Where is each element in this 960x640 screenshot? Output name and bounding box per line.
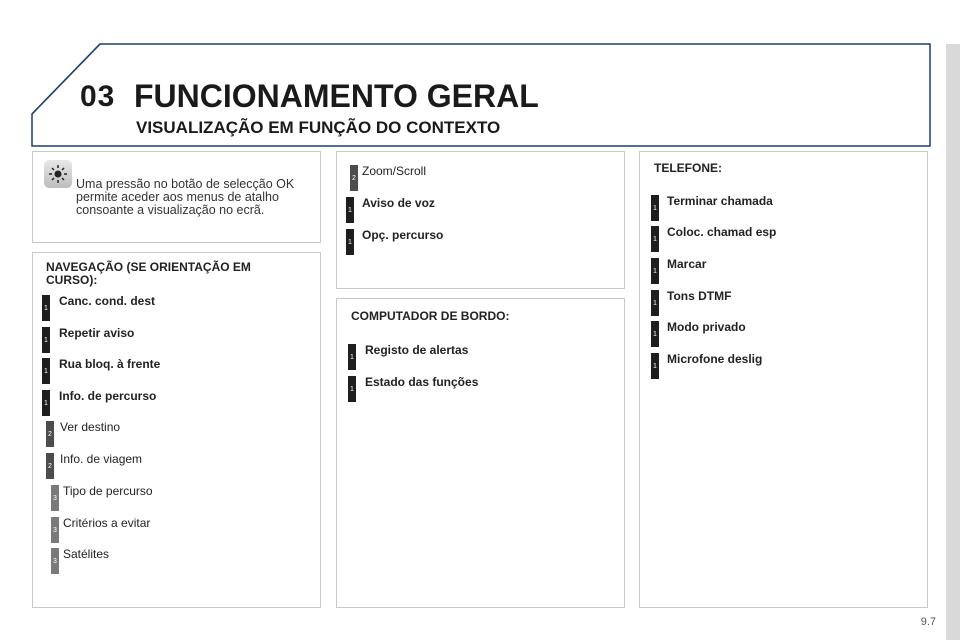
tip-text: Uma pressão no botão de selecção OK permite aceder aos menus de atalho consoante a visualização no ecrã. xyxy=(76,177,295,217)
navigation-item: Repetir aviso xyxy=(59,326,135,340)
menu-level-badge: 2 xyxy=(46,453,54,479)
navigation-item: Info. de percurso xyxy=(59,389,157,403)
menu-level-badge: 1 xyxy=(651,195,659,221)
page-edge-strip xyxy=(946,44,960,640)
menu-level-badge: 3 xyxy=(51,517,59,543)
telephone-title: TELEFONE: xyxy=(654,161,722,175)
menu-level-badge: 1 xyxy=(651,226,659,252)
menu-level-badge: 1 xyxy=(651,290,659,316)
menu-level-badge: 1 xyxy=(346,229,354,255)
menu-level-badge: 1 xyxy=(348,344,356,370)
chapter-title: FUNCIONAMENTO GERAL xyxy=(134,78,539,114)
trip-computer-title: COMPUTADOR DE BORDO: xyxy=(351,309,510,323)
menu-level-badge: 1 xyxy=(42,327,50,353)
menu-level-badge: 2 xyxy=(350,165,358,191)
menu-level-badge: 1 xyxy=(348,376,356,402)
telephone-panel xyxy=(639,151,928,608)
telephone-item: Terminar chamada xyxy=(667,194,773,208)
lightbulb-icon xyxy=(44,160,72,188)
chapter-number: 03 xyxy=(80,80,116,113)
telephone-item: Coloc. chamad esp xyxy=(667,225,777,239)
page-number: 9.7 xyxy=(920,616,936,628)
navigation-item: Rua bloq. à frente xyxy=(59,357,161,371)
menu-level-badge: 1 xyxy=(346,197,354,223)
menu-level-badge: 1 xyxy=(651,353,659,379)
menu-level-badge: 1 xyxy=(651,258,659,284)
telephone-item: Tons DTMF xyxy=(667,289,732,303)
navigation-item: Info. de viagem xyxy=(60,452,143,466)
telephone-item: Marcar xyxy=(667,257,707,271)
map-option-item: Opç. percurso xyxy=(362,228,444,242)
menu-level-badge: 1 xyxy=(42,295,50,321)
map-option-item: Zoom/Scroll xyxy=(362,164,427,178)
telephone-item: Microfone deslig xyxy=(667,352,763,366)
chapter-subtitle: VISUALIZAÇÃO EM FUNÇÃO DO CONTEXTO xyxy=(136,118,501,137)
menu-level-badge: 3 xyxy=(51,548,59,574)
navigation-item: Canc. cond. dest xyxy=(59,294,156,308)
trip-computer-item: Estado das funções xyxy=(365,375,479,389)
menu-level-badge: 3 xyxy=(51,485,59,511)
navigation-title: NAVEGAÇÃO (SE ORIENTAÇÃO EM CURSO): xyxy=(46,260,251,287)
telephone-item: Modo privado xyxy=(667,320,746,334)
menu-level-badge: 1 xyxy=(42,358,50,384)
menu-level-badge: 1 xyxy=(651,321,659,347)
navigation-item: Ver destino xyxy=(60,420,121,434)
map-option-item: Aviso de voz xyxy=(362,196,435,210)
navigation-item: Critérios a evitar xyxy=(63,516,151,530)
navigation-item: Satélites xyxy=(63,547,110,561)
menu-level-badge: 1 xyxy=(42,390,50,416)
navigation-item: Tipo de percurso xyxy=(63,484,153,498)
trip-computer-item: Registo de alertas xyxy=(365,343,469,357)
menu-level-badge: 2 xyxy=(46,421,54,447)
